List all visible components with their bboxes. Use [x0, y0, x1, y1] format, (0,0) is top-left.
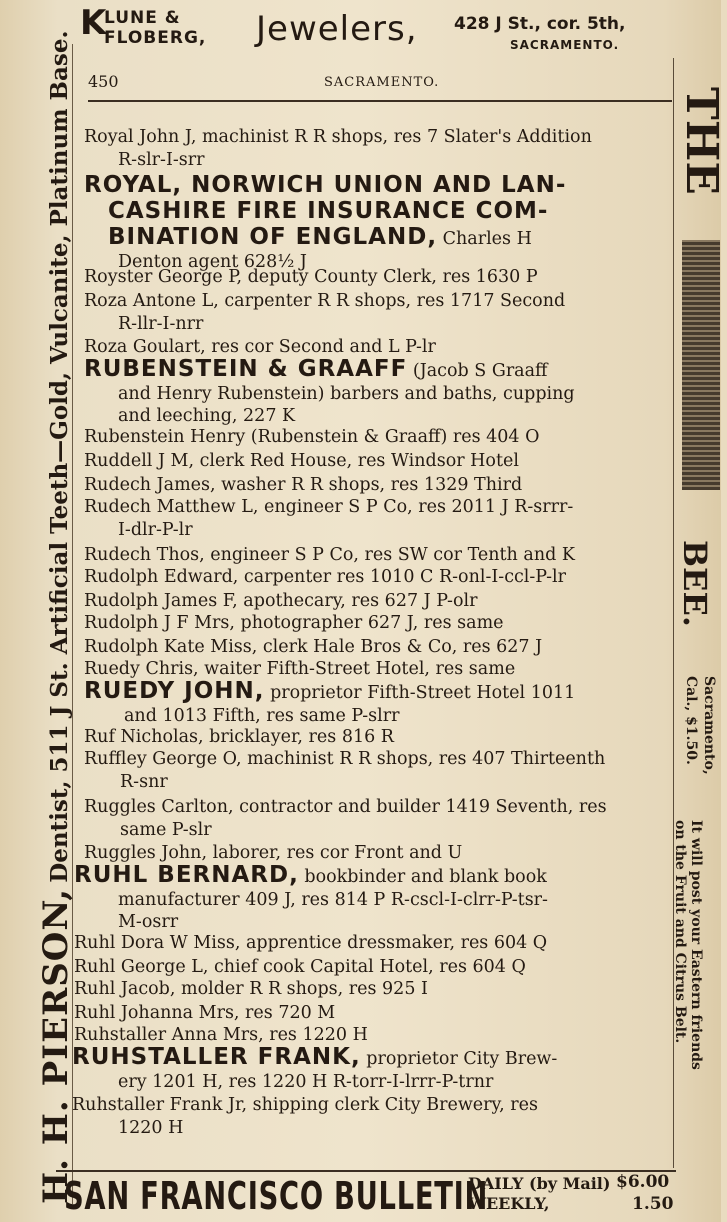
- page-location: SACRAMENTO.: [324, 75, 440, 90]
- page-heading: [88, 72, 672, 102]
- directory-entry: Royster George P, deputy County Clerk, res 1630 P: [84, 267, 538, 287]
- directory-entry: Rudech Thos, engineer S P Co, res SW cor Tenth and K: [84, 545, 575, 565]
- directory-entry: Roza Goulart, res cor Second and L P-lr: [84, 337, 436, 357]
- directory-entry: Ruhl Johanna Mrs, res 720 M: [74, 1003, 336, 1023]
- bulletin-title: SAN FRANCISCO BULLETIN: [64, 1174, 489, 1218]
- directory-entry: Rudech Matthew L, engineer S P Co, res 2011 J R-srrr- I-dlr-P-lr: [84, 497, 574, 540]
- dentist-name: H. H. PIERSON,: [36, 887, 76, 1204]
- firm-line-2: FLOBERG,: [104, 28, 207, 48]
- bee-city: Sacramento,: [701, 676, 717, 775]
- firm-address: 428 J St., cor. 5th,: [454, 14, 626, 34]
- firm-name: [80, 3, 207, 48]
- bulletin-weekly-label: WEEKLY,: [468, 1194, 550, 1213]
- directory-entry: Ruhstaller Anna Mrs, res 1220 H: [74, 1025, 368, 1045]
- directory-entry: Ruggles John, laborer, res cor Front and U: [84, 843, 463, 863]
- directory-entry-featured: RUHSTALLER FRANK, proprietor City Brew- ery 1201 H, res 1220 H R-torr-I-lrrr-P-trnr: [72, 1044, 558, 1092]
- bee-slogan-line-1: It will post your Eastern friends: [688, 820, 704, 1070]
- bulletin-daily-price: $6.00: [616, 1172, 670, 1192]
- bee-slogan-line-2: on the Fruit and Citrus Belt.: [672, 820, 688, 1044]
- firm-line-1: LUNE &: [104, 8, 181, 28]
- top-advertisement: [80, 3, 710, 52]
- directory-entry: Royal John J, machinist R R shops, res 7 Slater's Addition R-slr-I-srr: [84, 127, 592, 170]
- directory-entry: Ruedy Chris, waiter Fifth-Street Hotel, res same: [84, 659, 516, 679]
- directory-entry-featured: RUBENSTEIN & GRAAFF (Jacob S Graaff and Henry Rubenstein) barbers and baths, cupping and leeching, 227 K: [84, 356, 575, 426]
- directory-entry: Rudolph Edward, carpenter res 1010 C R-onl-I-ccl-P-lr: [84, 567, 567, 587]
- directory-entry: Ruhstaller Frank Jr, shipping clerk City Brewery, res 1220 H: [72, 1095, 538, 1138]
- directory-entry: Ruffley George O, machinist R R shops, res 407 Thirteenth R-snr: [84, 749, 606, 792]
- bulletin-weekly-price: 1.50: [632, 1194, 674, 1214]
- bottom-advertisement: [56, 1170, 676, 1220]
- directory-entry-featured: ROYAL, NORWICH UNION AND LAN- CASHIRE FIRE INSURANCE COM- BINATION OF ENGLAND, Charles H Denton agent 628½ J: [84, 172, 567, 272]
- directory-entry: Rudolph James F, apothecary, res 627 J P-olr: [84, 591, 478, 611]
- trade-label: Jewelers,: [256, 9, 418, 49]
- directory-entry: Ruhl Dora W Miss, apprentice dressmaker, res 604 Q: [74, 933, 548, 953]
- directory-entry: Rudolph Kate Miss, clerk Hale Bros & Co, res 627 J: [84, 637, 543, 657]
- directory-entry: Rubenstein Henry (Rubenstein & Graaff) res 404 O: [84, 427, 540, 447]
- bee-subscription: [682, 676, 718, 775]
- firm-city: SACRAMENTO.: [510, 38, 620, 52]
- directory-entry: Rudech James, washer R R shops, res 1329 Third: [84, 475, 523, 495]
- the-label: THE: [676, 87, 727, 195]
- directory-entry: Ruf Nicholas, bricklayer, res 816 R: [84, 727, 394, 747]
- dentist-details: Dentist, 511 J St. Artificial Teeth—Gold, Vulcanite, Platinum Base.: [46, 30, 73, 883]
- firm-initial: K: [80, 3, 108, 43]
- directory-entry-featured: RUHL BERNARD, bookbinder and blank book manufacturer 409 J, res 814 P R-cscl-I-clrr-P-tsr- M-osrr: [74, 862, 548, 932]
- directory-entry: Ruhl Jacob, molder R R shops, res 925 I: [74, 979, 428, 999]
- bee-title: BEE.: [676, 540, 714, 627]
- engraving-illustration: [682, 240, 720, 490]
- directory-entry-featured: RUEDY JOHN, proprietor Fifth-Street Hotel 1011 and 1013 Fifth, res same P-slrr: [84, 678, 576, 726]
- directory-entry: Roza Antone L, carpenter R R shops, res 1717 Second R-llr-I-nrr: [84, 291, 566, 334]
- directory-entry: Rudolph J F Mrs, photographer 627 J, res same: [84, 613, 504, 633]
- directory-entry: Ruggles Carlton, contractor and builder 1419 Seventh, res same P-slr: [84, 797, 607, 840]
- bee-slogan: [672, 820, 704, 1070]
- directory-entry: Ruhl George L, chief cook Capital Hotel, res 604 Q: [74, 957, 526, 977]
- bee-price: Cal., $1.50.: [683, 676, 699, 765]
- left-advertisement: [0, 30, 76, 1204]
- page-number: 450: [88, 72, 119, 91]
- bulletin-daily-label: DAILY (by Mail): [468, 1174, 611, 1193]
- directory-entry: Ruddell J M, clerk Red House, res Windsor Hotel: [84, 451, 519, 471]
